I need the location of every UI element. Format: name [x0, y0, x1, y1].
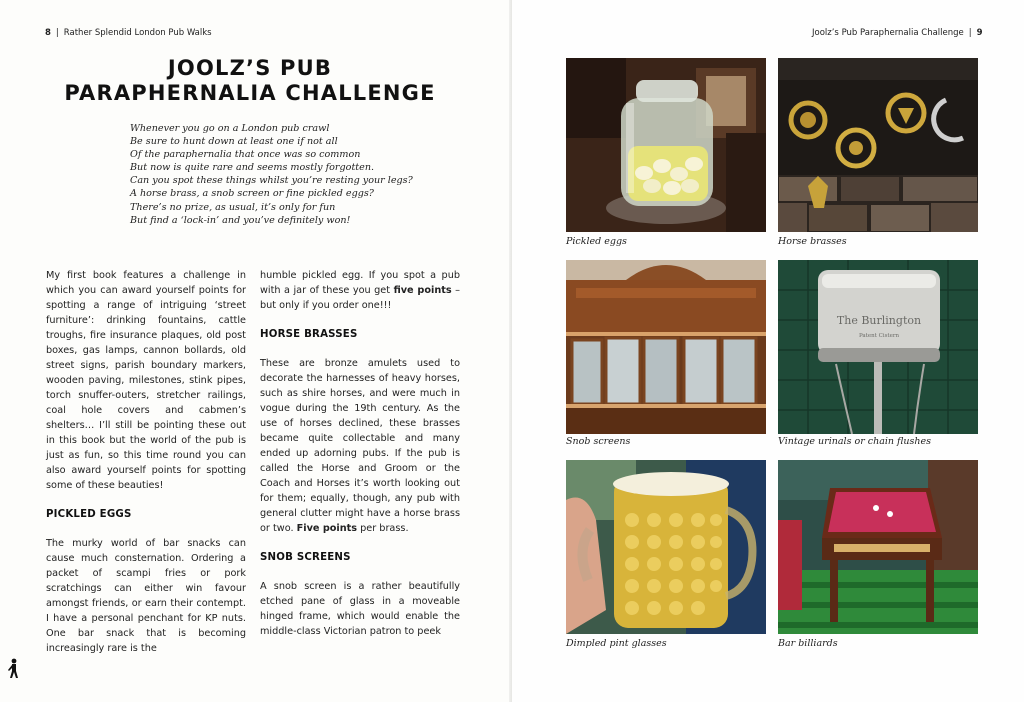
- caption-vintage-urinals: Vintage urinals or chain flushes: [778, 436, 931, 447]
- caption-bar-billiards: Bar billiards: [778, 638, 838, 649]
- caption-horse-brasses: Horse brasses: [778, 236, 847, 247]
- heading-horse-brasses: HORSE BRASSES: [260, 329, 358, 340]
- walker-logo-icon: [6, 658, 20, 680]
- photo-bar-billiards: [778, 460, 978, 634]
- eggs-points: five points: [393, 285, 452, 296]
- eggs-end-text: – but only if you order one!!!: [260, 285, 460, 311]
- title-line-2: PARAPHERNALIA CHALLENGE: [64, 81, 436, 105]
- cistern-label: The Burlington: [836, 314, 922, 327]
- page-title: [50, 56, 450, 106]
- pickled-eggs-paragraph: The murky world of bar snacks can cause much consternation. Ordering a packet of scampi fries or pork scratchings can either win favour amongst friends, or earn their contempt. I have a personal penchant for KP nuts. One bar snack that is becoming increasingly rare is the: [46, 538, 246, 654]
- running-title: Joolz’s Pub Paraphernalia Challenge: [812, 28, 964, 38]
- caption-dimpled-pint-glasses: Dimpled pint glasses: [566, 638, 667, 649]
- poem-line: But find a ‘lock-in’ and you’ve definitely won!: [130, 214, 351, 226]
- photo-horse-brasses: [778, 58, 978, 232]
- right-page: [512, 0, 1024, 702]
- brasses-text: These are bronze amulets used to decorate the harnesses of heavy horses, such as shire horses, and were much in vogue during the 19th century. As the use of horses declined, these brasses became quite collectable and many ended up adorning pubs. If the pub is called the Horse and Groom or the Coach and Horses it’s worth looking out for them; equally, though, any pub with general clutter might have a horse brass or two.: [260, 358, 460, 534]
- book-title: Rather Splendid London Pub Walks: [63, 28, 212, 38]
- photo-dimpled-pint-glass: [566, 460, 766, 634]
- pickled-eggs-continued: [260, 268, 460, 313]
- right-page-number: 9: [976, 28, 983, 38]
- cistern-sublabel: Patent Cistern: [858, 333, 900, 339]
- horse-brasses-paragraph: [260, 356, 460, 536]
- text-column-1: [46, 268, 246, 656]
- poem-line: Of the paraphernalia that once was so common: [130, 149, 361, 161]
- left-header-separator: |: [55, 28, 59, 38]
- poem-line: But now is quite rare and seems mostly forgotten.: [130, 162, 375, 174]
- right-header-separator: |: [968, 28, 972, 38]
- eggs-cont-text: humble pickled egg. If you spot a pub with a jar of these you get: [260, 270, 460, 296]
- poem-line: A horse brass, a snob screen or fine pickled eggs?: [130, 188, 374, 200]
- poem-line: Can you spot these things whilst you’re resting your legs?: [130, 175, 413, 187]
- title-line-1: JOOLZ’S PUB: [167, 56, 333, 80]
- photo-pickled-eggs: [566, 58, 766, 232]
- caption-pickled-eggs: Pickled eggs: [566, 236, 627, 247]
- brasses-end-text: per brass.: [357, 523, 409, 534]
- left-running-header: [45, 28, 212, 38]
- right-running-header: [812, 28, 983, 38]
- poem-line: There’s no prize, as usual, it’s only for fun: [130, 201, 336, 213]
- photo-snob-screens: [566, 260, 766, 434]
- heading-snob-screens: SNOB SCREENS: [260, 552, 351, 563]
- caption-snob-screens: Snob screens: [566, 436, 631, 447]
- left-page-number: 8: [45, 28, 51, 38]
- text-column-2: [260, 268, 460, 639]
- intro-paragraph: My first book features a challenge in which you can award yourself points for spotting a range of intriguing ‘street furniture’: drinking fountains, cattle troughs, fire insurance plaques, old post boxes, gas lamps, cannon bollards, old street signs, parish boundary markers, wooden paving, milestones, stink pipes, torch snuffer-outers, stretcher railings, coal hole covers and cabmen’s shelters… I’ll still be pointing these out in this book but the world of the pub is just as fun, so this time round you can also award yourself points for spotting some of these beauties!: [46, 270, 246, 491]
- snob-screens-paragraph: A snob screen is a rather beautifully etched pane of glass in a moveable hinged frame, which would enable the middle-class Victorian patron to peek: [260, 581, 460, 637]
- heading-pickled-eggs: PICKLED EGGS: [46, 509, 132, 520]
- poem-line: Whenever you go on a London pub crawl: [130, 123, 330, 134]
- photo-vintage-urinals: [778, 260, 978, 434]
- poem: [130, 122, 413, 227]
- poem-line: Be sure to hunt down at least one if not all: [130, 136, 338, 148]
- brasses-points: Five points: [296, 523, 358, 534]
